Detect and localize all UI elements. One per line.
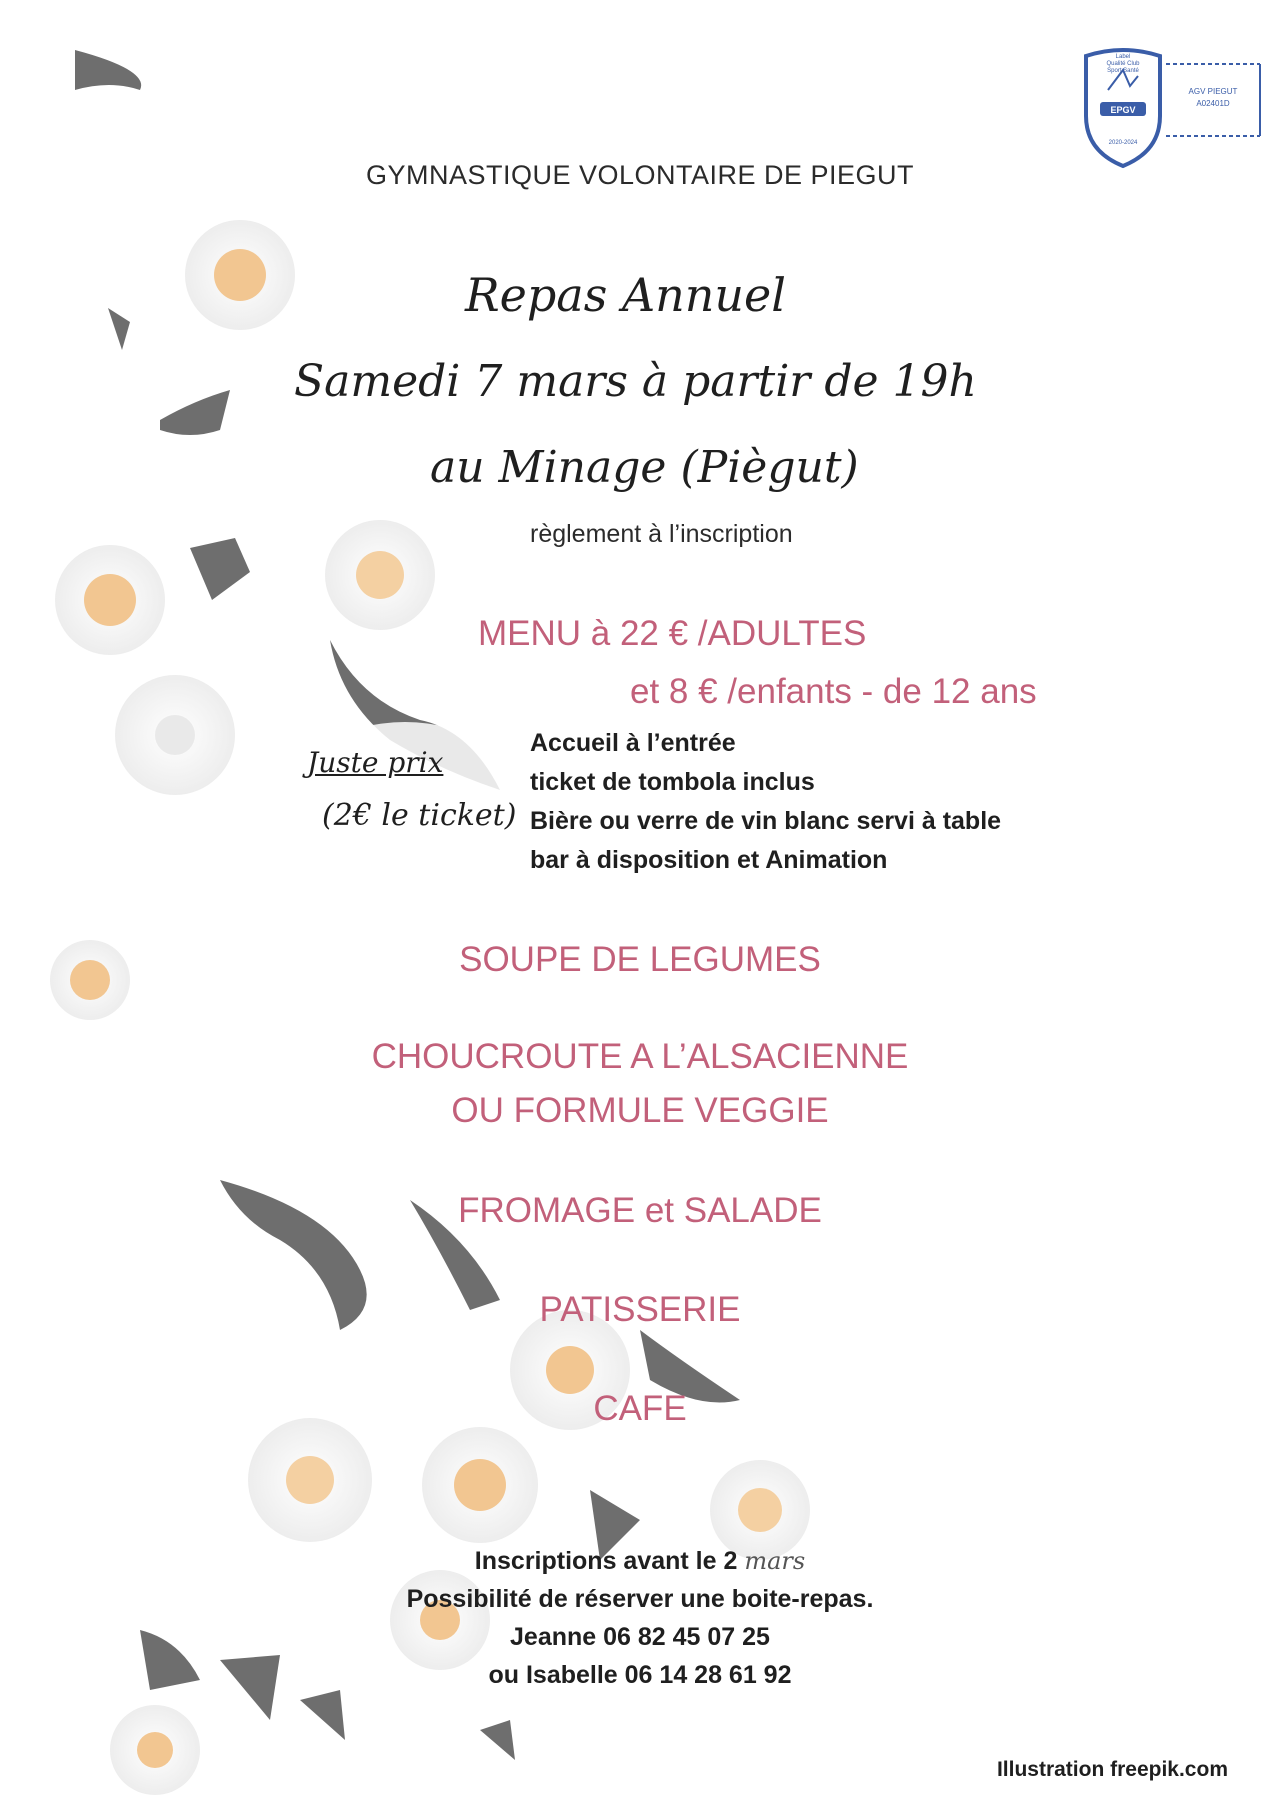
menu-course: SOUPE DE LEGUMES — [459, 940, 821, 979]
payment-note: règlement à l’inscription — [530, 520, 793, 548]
badge-line-1: Label — [1115, 54, 1131, 60]
badge-years: 2020-2024 — [1108, 140, 1138, 146]
juste-prix-price: (2€ le ticket) — [322, 798, 517, 833]
deadline-month-handwritten: mars — [744, 1547, 806, 1575]
illustration-credit: Illustration freepik.com — [996, 1758, 1228, 1781]
menu-course: CAFE — [593, 1389, 687, 1428]
menu-course: CHOUCROUTE A L’ALSACIENNE — [371, 1037, 909, 1076]
registration-deadline — [0, 1547, 1280, 1576]
menu-course: PATISSERIE — [539, 1290, 741, 1329]
badge-brand: EPGV — [1110, 105, 1136, 115]
event-date: Samedi 7 mars à partir de 19h — [294, 356, 977, 407]
menu-course: FROMAGE et SALADE — [458, 1191, 822, 1230]
badge-club-name: AGV PIEGUT — [1188, 87, 1238, 96]
lunchbox-note: Possibilité de réserver une boite-repas. — [406, 1585, 874, 1613]
event-place: au Minage (Piègut) — [430, 442, 859, 493]
included-item: Accueil à l’entrée — [530, 729, 736, 757]
badge-club-code: A02401D — [1196, 99, 1230, 108]
juste-prix-title: Juste prix — [307, 746, 444, 779]
menu-course: OU FORMULE VEGGIE — [451, 1091, 829, 1130]
included-item: Bière ou verre de vin blanc servi à table — [530, 807, 1002, 835]
event-title: Repas Annuel — [465, 268, 786, 322]
deadline-text: Inscriptions avant le 2 — [474, 1547, 745, 1575]
menu-price-children: et 8 € /enfants - de 12 ans — [630, 672, 1037, 711]
badge-line-3: Sport Santé — [1107, 68, 1139, 74]
quality-label-shield-icon — [1078, 46, 1263, 171]
juste-prix-badge — [290, 722, 520, 872]
quality-label-badge — [1078, 46, 1263, 171]
contact-phone-1: Jeanne 06 82 45 07 25 — [510, 1623, 770, 1651]
menu-price-adults: MENU à 22 € /ADULTES — [478, 614, 867, 653]
included-item: ticket de tombola inclus — [530, 768, 815, 796]
contact-phone-2: ou Isabelle 06 14 28 61 92 — [488, 1661, 792, 1689]
organization-title: GYMNASTIQUE VOLONTAIRE DE PIEGUT — [365, 160, 915, 190]
badge-line-2: Qualité Club — [1106, 61, 1140, 67]
included-item: bar à disposition et Animation — [530, 846, 888, 874]
